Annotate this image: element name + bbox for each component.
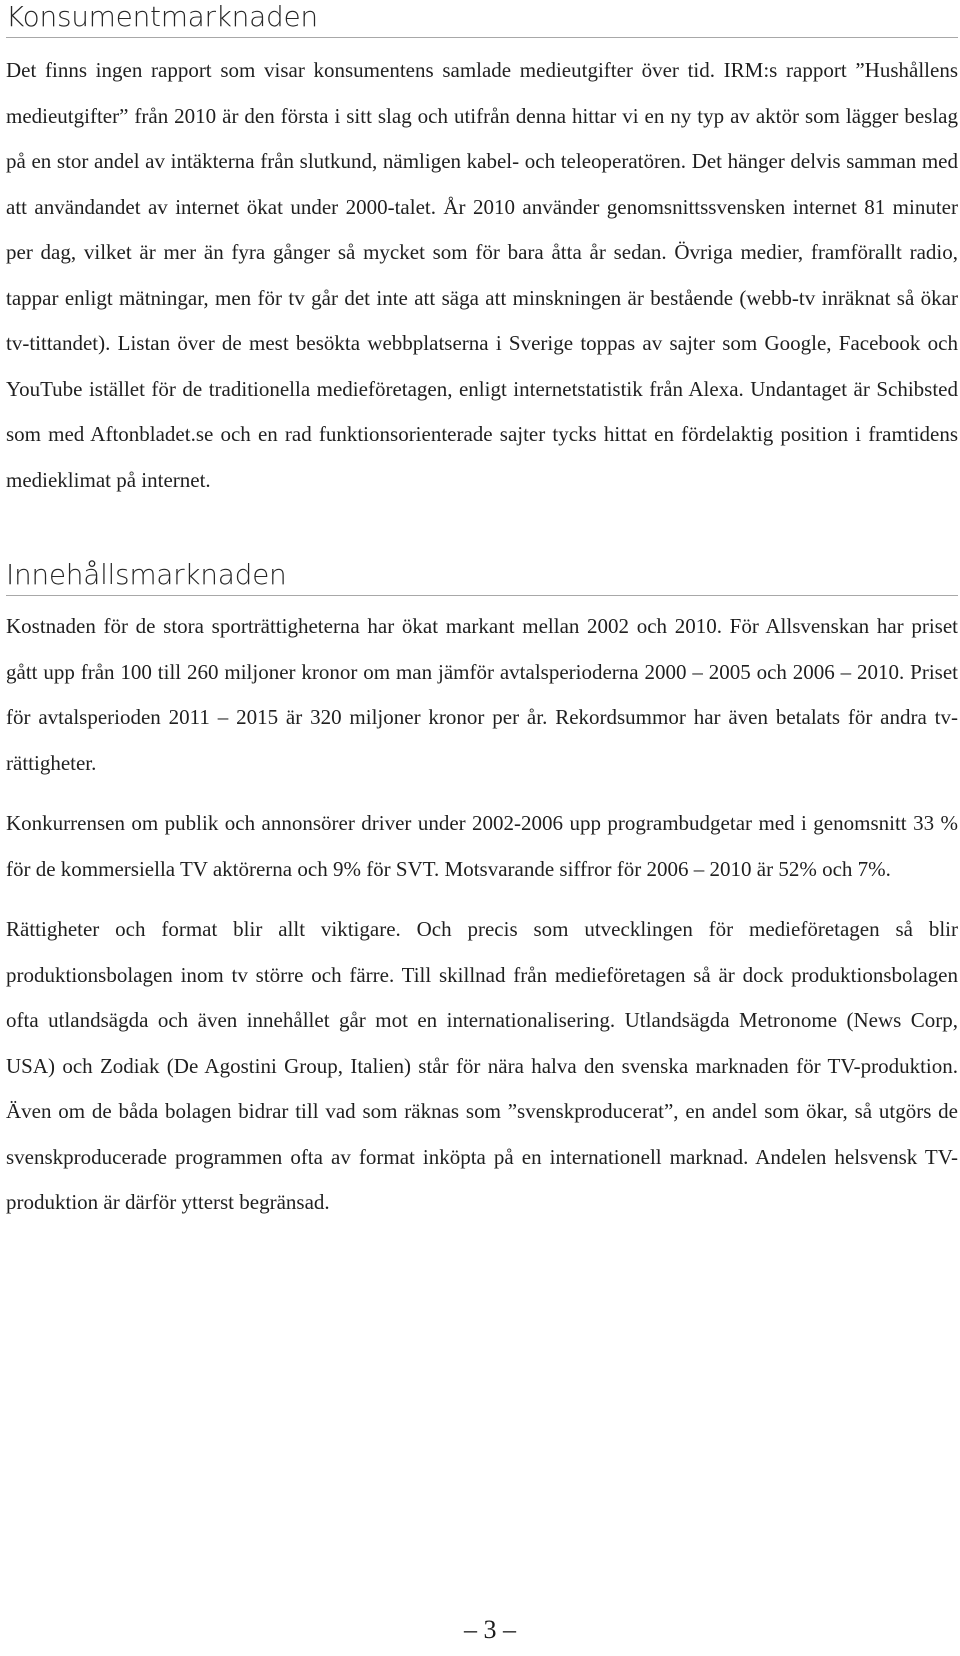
paragraph: Konkurrensen om publik och annonsörer driver under 2002-2006 upp programbudgetar med i genomsnitt 33 % för de kommersiella TV aktörerna och 9% för SVT. Motsvarande siffror för 2006 – 2010 är 52% och 7%. [6, 811, 958, 881]
paragraph: Rättigheter och format blir allt viktigare. Och precis som utvecklingen för medieföretagen så blir produktionsbolagen inom tv större och färre. Till skillnad från medieföretagen så är dock produktionsbolagen ofta utlandsägda och även innehållet går mot en internationalisering. Utlandsägda Metronome (News Corp, USA) och Zodiak (De Agostini Group, Italien) står för nära halva den svenska marknaden för TV-produktion. Även om de båda bolagen bidrar till vad som räknas som ”svenskproducerat”, en andel som ökar, så utgörs de svenskproducerade programmen ofta av format inköpta på en internationell marknad. Andelen helsvensk TV-produktion är därför ytterst begränsad. [6, 917, 958, 1214]
page-number: – 3 – [464, 1615, 516, 1644]
paragraph: Det finns ingen rapport som visar konsumentens samlade medieutgifter över tid. IRM:s rapport ”Hushållens medieutgifter” från 2010 är den första i sitt slag och utifrån denna hittar vi en ny typ av aktör som lägger beslag på en stor andel av intäkterna från slutkund, nämligen kabel- och teleoperatören. Det hänger delvis samman med att användandet av internet ökat under 2000-talet. År 2010 använder genomsnittssvensken internet 81 minuter per dag, vilket är mer än fyra gånger så mycket som för bara åtta år sedan. Övriga medier, framförallt radio, tappar enligt mätningar, men för tv går det inte att säga att minskningen är bestående (webb-tv inräknat så ökar tv-tittandet). Listan över de mest besökta webbplatserna i Sverige toppas av sajter som Google, Facebook och YouTube istället för de traditionella medieföretagen, enligt internetstatistik från Alexa. Undantaget är Schibsted som med Aftonbladet.se och en rad funktionsorienterade sajter tycks hittat en fördelaktig position i framtidens medieklimat på internet. [6, 58, 958, 492]
section-innehallsmarknaden [6, 558, 958, 1226]
paragraph: Kostnaden för de stora sporträttigheterna har ökat markant mellan 2002 och 2010. För Allsvenskan har priset gått upp från 100 till 260 miljoner kronor om man jämför avtalsperioderna 2000 – 2005 och 2006 – 2010. Priset för avtalsperioden 2011 – 2015 är 320 miljoner kronor per år. Rekordsummor har även betalats för andra tv-rättigheter. [6, 614, 958, 775]
section-heading: Konsumentmarknaden [6, 0, 958, 38]
document-page [6, 0, 958, 1226]
section-konsumentmarknaden [6, 0, 958, 503]
section-heading: Innehållsmarknaden [6, 558, 958, 596]
